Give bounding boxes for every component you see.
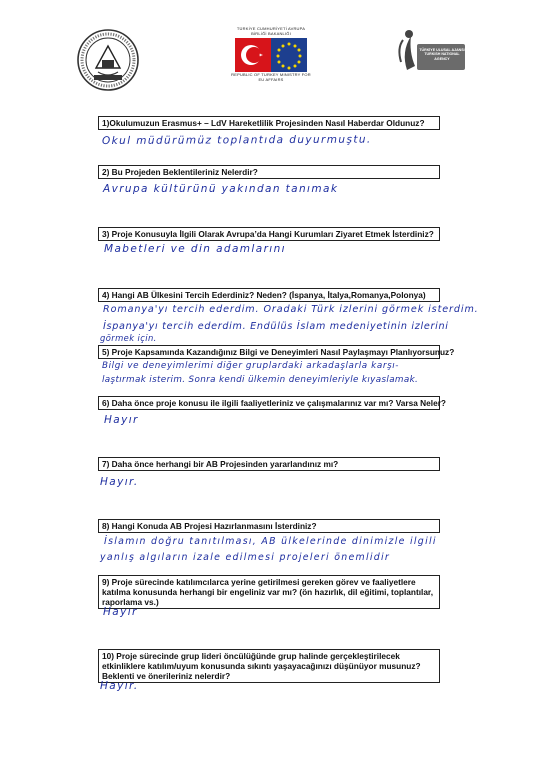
answer-5-line-2: laştırmak isterim. Sonra kendi ülkemin deneyimleriyle kıyaslamak. (102, 375, 419, 385)
question-6: 6) Daha önce proje konusu ile ilgili faaliyetleriniz ve çalışmalarınız var mı? Varsa Neler? (98, 396, 440, 410)
answer-4-line-3: görmek için. (100, 333, 157, 343)
answer-10-line-1: Hayır. (100, 680, 139, 692)
question-9: 9) Proje sürecinde katılımcılarca yerine getirilmesi gereken görev ve faaliyetlere katılma konusunda herhangi bir engeliniz var mı? (ön hazırlık, dil eğitimi, toplantılar, raporlama vs.) (98, 575, 440, 609)
answer-7-line-1: Hayır. (100, 476, 139, 488)
answer-4-line-1: Romanya'yı tercih ederdim. Oradaki Türk izlerini görmek isterdim. (103, 304, 479, 315)
answer-4-line-2: İspanya'yı tercih ederdim. Endülüs İslam medeniyetinin izlerini (103, 321, 449, 332)
national-agency-logo-text: TÜRKİYE ULUSAL AJANSI TURKISH NATIONAL AGENCY (419, 48, 465, 61)
question-10: 10) Proje sürecinde grup lideri öncülüğünde grup halinde gerçekleştirilecek etkinliklere katılım/uyum konusunda sıkıntı yaşayacağınızı düşünüyor musunuz? Beklenti ve önerileriniz nelerdir? (98, 649, 440, 683)
answer-3-line-1: Mabetleri ve din adamlarını (104, 243, 286, 255)
answer-5-line-1: Bilgi ve deneyimlerimi diğer gruplardaki arkadaşlarla karşı- (102, 361, 400, 371)
eu-logo-top-text: TÜRKİYE CUMHURİYETİ AVRUPA BİRLİĞİ BAKANLIĞI (236, 26, 306, 36)
question-1: 1)Okulumuzun Erasmus+ – LdV Hareketlilik Projesinden Nasıl Haberdar Oldunuz? (98, 116, 440, 130)
question-5: 5) Proje Kapsamında Kazandığınız Bilgi ve Deneyimleri Nasıl Paylaşmayı Planlıyorsunuz? (98, 345, 440, 359)
answer-2-line-1: Avrupa kültürünü yakından tanımak (103, 183, 339, 195)
question-3: 3) Proje Konusuyla İlgili Olarak Avrupa’da Hangi Kurumları Ziyaret Etmek İsterdiniz? (98, 227, 440, 241)
eu-logo-bottom-text: REPUBLIC OF TURKEY MINISTRY FOR EU AFFAIRS (231, 72, 311, 82)
answer-1-line-1: Okul müdürümüz toplantıda duyurmuştu. (101, 133, 372, 147)
answer-8-line-2: yanlış algıların izale edilmesi projeleri önemlidir (100, 552, 391, 563)
question-4: 4) Hangi AB Ülkesini Tercih Ederdiniz? Neden? (İspanya, İtalya,Romanya,Polonya) (98, 288, 440, 302)
answer-9-line-1: Hayır (103, 606, 138, 618)
answer-6-line-1: Hayır (104, 414, 139, 426)
answer-8-line-1: İslamın doğru tanıtılması, AB ülkelerinde dinimizle ilgili (104, 536, 437, 547)
school-seal-logo (76, 28, 140, 92)
question-7: 7) Daha önce herhangi bir AB Projesinden yararlandınız mı? (98, 457, 440, 471)
question-2: 2) Bu Projeden Beklentileriniz Nelerdir? (98, 165, 440, 179)
question-8: 8) Hangi Konuda AB Projesi Hazırlanmasını İsterdiniz? (98, 519, 440, 533)
